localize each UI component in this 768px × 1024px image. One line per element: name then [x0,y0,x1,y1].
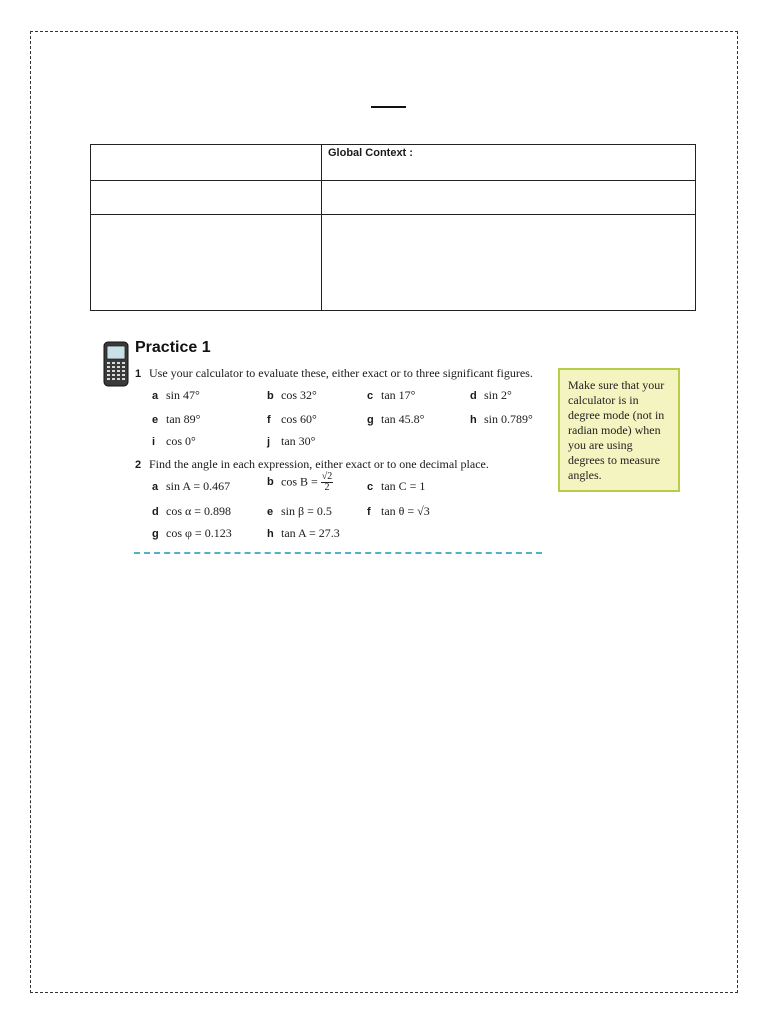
table-cell [322,215,696,311]
list-item: f tan θ = √3 [367,504,430,518]
list-item: h tan A = 27.3 [267,526,340,540]
list-item: g tan 45.8° [367,412,425,426]
header-table [90,144,696,311]
list-item: b cos 32° [267,388,317,402]
fraction: $\frac{√2}{2}$ [321,471,333,493]
question-number: 2 [135,459,142,471]
question-text: Use your calculator to evaluate these, either exact or to three significant figures. [149,366,533,380]
table-cell [91,215,322,311]
title-underline [371,106,406,108]
question-text: Find the angle in each expression, either exact or to one decimal place. [149,457,489,471]
table-cell [322,181,696,215]
global-context-label: Global Context : [328,147,413,159]
list-item: g cos φ = 0.123 [152,526,232,540]
list-item: d sin 2° [470,388,512,402]
question-2 [135,457,489,472]
section-divider [134,552,542,554]
list-item: e sin β = 0.5 [267,504,332,518]
list-item: a sin A = 0.467 [152,479,231,493]
list-item: d cos α = 0.898 [152,504,232,518]
list-item: c tan 17° [367,388,416,402]
table-cell [91,145,322,181]
table-cell [91,181,322,215]
question-number: 1 [135,368,142,380]
practice-title: Practice 1 [135,339,211,356]
calculator-icon [103,341,129,387]
global-context-cell [322,145,696,181]
list-item: i cos 0° [152,434,196,448]
list-item: h sin 0.789° [470,412,533,426]
question-1 [135,366,533,381]
list-item: e tan 89° [152,412,201,426]
list-item: a sin 47° [152,388,200,402]
list-item: b cos B = $\frac{√2}{2}$ [267,471,333,493]
list-item: f cos 60° [267,412,317,426]
degree-mode-note: Make sure that your calculator is in degree mode (not in radian mode) when you are using degrees to measure angles. [558,368,680,492]
list-item: c tan C = 1 [367,479,426,493]
list-item: j tan 30° [267,434,316,448]
practice-section [100,336,700,566]
